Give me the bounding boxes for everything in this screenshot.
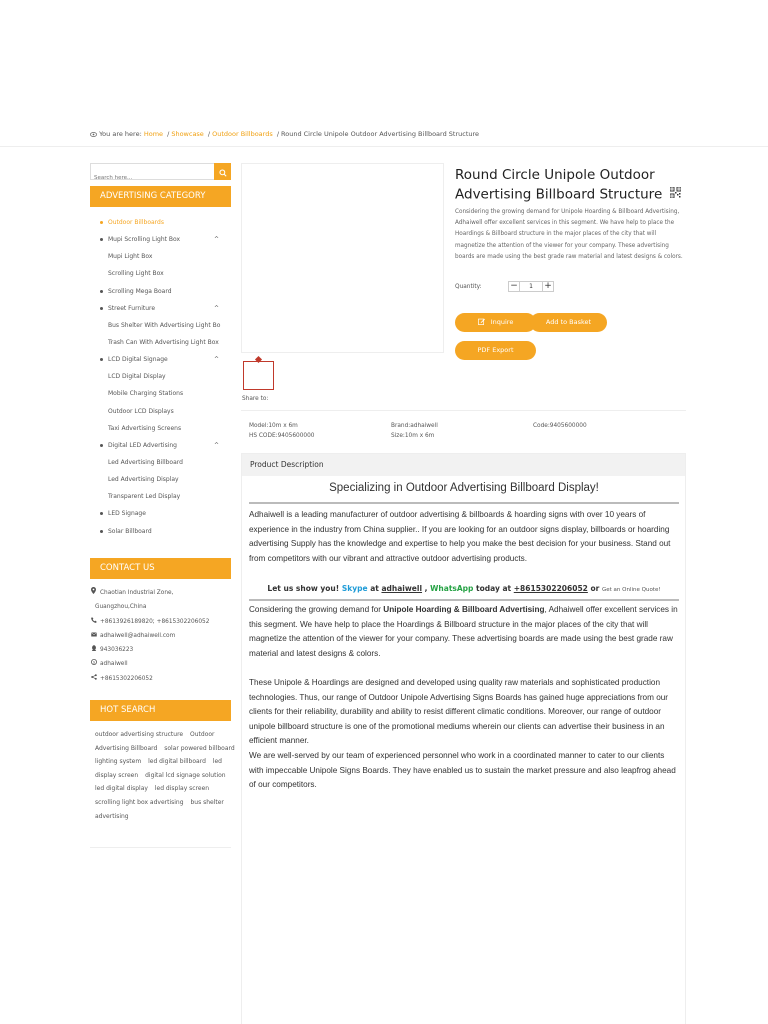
bullet-icon	[100, 221, 103, 224]
contact-address-line2: Guangzhou,China	[95, 604, 147, 611]
bullet-icon	[100, 512, 103, 515]
eye-icon	[90, 130, 99, 138]
chevron-up-icon[interactable]: ^	[213, 441, 219, 449]
sidebar-category-item[interactable]	[90, 488, 231, 505]
spec-code: Code:9405600000	[533, 423, 587, 429]
cta-phone-link[interactable]: +8615302206052	[513, 584, 588, 593]
chevron-up-icon[interactable]: ^	[213, 304, 219, 312]
envelope-icon	[91, 629, 97, 643]
hot-search-link[interactable]: Outdoor Advertising Billboard	[95, 731, 215, 752]
breadcrumb-showcase[interactable]: Showcase	[171, 130, 204, 138]
contact-whatsapp[interactable]: +8615302206052	[90, 672, 231, 686]
edit-icon	[478, 318, 487, 326]
bullet-icon	[100, 307, 103, 310]
sidebar-divider	[90, 847, 231, 848]
location-icon	[91, 586, 96, 600]
hot-search-link[interactable]: led display screen	[154, 785, 210, 793]
spec-model: Model:10m x 6m	[249, 423, 298, 429]
sidebar-category-item[interactable]	[90, 437, 231, 454]
quantity-input[interactable]: 1	[520, 281, 542, 292]
sidebar-category-label: Scrolling Mega Board	[108, 287, 172, 295]
sidebar-category-item[interactable]	[90, 283, 231, 300]
description-heading: Specializing in Outdoor Advertising Billboard Display!	[329, 482, 599, 494]
sidebar-category-item[interactable]	[90, 334, 231, 351]
sidebar-category-item[interactable]	[90, 248, 231, 265]
search-input[interactable]	[91, 171, 215, 186]
sidebar-category-label: Trash Can With Advertising Light Box	[108, 338, 219, 346]
spec-brand: Brand:adhaiwell	[391, 423, 438, 429]
sidebar-category-label: Taxi Advertising Screens	[108, 424, 182, 432]
sidebar-category-item[interactable]	[90, 300, 231, 317]
sidebar-category-label: LED Signage	[108, 510, 146, 518]
sidebar-category-label: LCD Digital Signage	[108, 356, 168, 364]
spec-hs-code: HS CODE:9405600000	[249, 433, 315, 439]
sidebar-category-item[interactable]	[90, 214, 231, 231]
sidebar-category-item[interactable]	[90, 351, 231, 368]
spec-size: Size:10m x 6m	[391, 433, 435, 439]
product-thumbnail[interactable]	[243, 361, 274, 390]
skype-icon	[91, 657, 97, 671]
hot-search-link[interactable]: solar powered billboard lighting system	[95, 744, 235, 766]
description-paragraph-1: Considering the growing demand for Unipole Hoarding & Billboard Advertising, Adhaiwell offer excellent services in this segment. We have help to place the Hoardings & Billboard structure in the major places of the city that will magnetize the attention of the viewer for your company. These advertising boards are made using the best grade raw material and latest designs & colors.	[249, 605, 678, 658]
contact-qq[interactable]: 943036223	[90, 643, 231, 657]
search-button[interactable]	[214, 163, 231, 180]
sidebar-category-item[interactable]	[90, 317, 231, 334]
sidebar-category-item[interactable]	[90, 471, 231, 488]
hot-search-link[interactable]: led digital billboard	[148, 758, 206, 766]
bullet-icon	[100, 290, 103, 293]
inquire-button[interactable]: Inquire	[455, 313, 536, 332]
description-paragraph-2: These Unipole & Hoardings are designed and developed using quality raw materials and sophisticated production technologies. Thus, our range of Outdoor Unipole Advertising Signs Boards has gained huge appreciations from our clients for their reliability, durability and ability to resist different climatic conditions. Moreover, our range of outdoor unipole billboard structure is one of the promotional mediums wherein our clients can advertise their business in an efficient manner.	[249, 678, 669, 746]
hot-search-link[interactable]: digital lcd signage solution	[145, 771, 226, 779]
contact-email[interactable]: adhaiwell@adhaiwell.com	[90, 629, 231, 643]
sidebar-category-label: Bus Shelter With Advertising Light Bo	[108, 321, 221, 329]
description-paragraph-3: We are well-served by our team of experienced personnel who work in a coordinated manner to cater to our clients with impeccable Unipole Signs Boards. They have enabled us to sustain the market pressure and also leapfrog ahead of our competitors.	[249, 751, 676, 790]
quantity-decrement-button[interactable]: −	[508, 281, 520, 292]
quantity-stepper	[508, 281, 554, 292]
description-intro: Adhaiwell is a leading manufacturer of outdoor advertising & billboards & hoarding signs with over 10 years of experience in the industry from China supplier.. If you are looking for an outdoor signs display, billboards or hoarding advertising Supply has the knowledge and expertise to help you make the best decision for your business. Stand out from competitors with our vibrant and attractive outdoor advertising products.	[249, 510, 671, 563]
category-heading: ADVERTISING CATEGORY	[90, 186, 231, 207]
chevron-up-icon[interactable]: ^	[213, 356, 219, 364]
share-icon	[91, 672, 97, 686]
sidebar-category-label: Mupi Scrolling Light Box	[108, 236, 181, 244]
breadcrumb-separator: /	[207, 130, 211, 138]
qr-code-icon[interactable]	[670, 185, 681, 204]
heading-divider	[249, 502, 679, 504]
sidebar-category-label: LCD Digital Display	[108, 373, 166, 381]
sidebar-category-label: Mupi Light Box	[108, 253, 153, 261]
search-icon	[219, 162, 227, 181]
pdf-export-button[interactable]: PDF Export	[455, 341, 536, 360]
hot-search-link[interactable]: led digital display	[95, 785, 148, 793]
qq-icon	[91, 643, 97, 657]
bullet-icon	[100, 530, 103, 533]
svg-text:S: S	[92, 659, 96, 665]
sidebar-category-item[interactable]	[90, 231, 231, 248]
sidebar-category-label: Led Advertising Billboard	[108, 458, 183, 466]
breadcrumb-current: Round Circle Unipole Outdoor Advertising Billboard Structure	[281, 130, 480, 138]
cta-skype-link[interactable]: adhaiwell	[381, 584, 423, 593]
bullet-icon	[100, 358, 103, 361]
sidebar-category-item[interactable]	[90, 368, 231, 385]
hot-search-heading: HOT SEARCH	[90, 700, 231, 721]
sidebar-category-label: Transparent Led Display	[108, 493, 181, 501]
category-list	[90, 214, 231, 540]
cta-whatsapp-label: WhatsApp	[430, 584, 474, 593]
contact-list	[90, 586, 231, 686]
product-summary: Considering the growing demand for Unipole Hoarding & Billboard Advertising, Adhaiwell offer excellent services in this segment. We have help to place the Hoardings & Billboard structure in the major places of the city that will magnetize the attention of the viewer for your company. These advertising boards are made using the best grade raw material and latest designs & colors.	[455, 209, 683, 260]
breadcrumb-separator: /	[167, 130, 170, 138]
hot-search-link[interactable]: led display screen	[95, 758, 222, 779]
quantity-label: Quantity:	[455, 284, 482, 290]
product-title: Round Circle Unipole Outdoor Advertising Billboard Structure	[455, 166, 695, 203]
sidebar-category-item[interactable]	[90, 385, 231, 402]
breadcrumb-prefix: You are here:	[99, 130, 142, 138]
breadcrumb	[90, 130, 479, 138]
contact-heading: CONTACT US	[90, 558, 231, 579]
contact-call-to-action: Let us show you! Skype at adhaiwell , WhatsApp today at +8615302206052 or Get an Online Quote!	[267, 584, 661, 593]
product-image-viewer[interactable]	[241, 163, 444, 353]
sidebar-category-label: Mobile Charging Stations	[108, 390, 184, 398]
tab-product-description[interactable]: Product Description	[242, 454, 685, 476]
sidebar-category-item[interactable]	[90, 403, 231, 420]
sidebar-category-item[interactable]	[90, 523, 231, 540]
contact-address: Chaotian Industrial Zone,	[90, 586, 231, 600]
breadcrumb-separator: /	[276, 130, 280, 138]
specs-divider	[241, 410, 686, 411]
cta-divider	[249, 599, 679, 601]
sidebar-category-label: Outdoor LCD Displays	[108, 407, 174, 415]
sidebar-category-item[interactable]	[90, 454, 231, 471]
hot-search-list	[95, 728, 235, 823]
sidebar-category-label: Led Advertising Display	[108, 476, 179, 484]
breadcrumb-category[interactable]: Outdoor Billboards	[212, 130, 273, 138]
sidebar-category-label: Street Furniture	[108, 304, 156, 312]
contact-skype[interactable]: S adhaiwell	[90, 657, 231, 671]
breadcrumb-home[interactable]: Home	[143, 130, 164, 138]
sidebar-category-item[interactable]	[90, 265, 231, 282]
hot-search-link[interactable]: outdoor advertising structure	[95, 731, 184, 738]
cta-quote-link[interactable]: Get an Online Quote!	[601, 587, 661, 593]
sidebar-category-label: Scrolling Light Box	[108, 270, 164, 278]
header-divider	[0, 146, 768, 147]
sidebar-category-item[interactable]	[90, 420, 231, 437]
share-label: Share to:	[242, 396, 269, 402]
bullet-icon	[100, 444, 103, 447]
add-to-basket-button[interactable]: Add to Basket	[530, 313, 607, 332]
quantity-increment-button[interactable]: +	[542, 281, 554, 292]
cta-skype-label: Skype	[341, 584, 368, 593]
sidebar-category-item[interactable]	[90, 505, 231, 522]
phone-icon	[91, 615, 97, 629]
chevron-up-icon[interactable]: ^	[213, 236, 219, 244]
sidebar-category-label: Solar Billboard	[108, 527, 152, 535]
sidebar-category-label: Outdoor Billboards	[108, 219, 164, 226]
search-box	[90, 163, 231, 180]
hot-search-link[interactable]: scrolling light box advertising	[95, 798, 184, 806]
contact-phone[interactable]: +8613926189820; +8615302206052	[90, 615, 231, 629]
sidebar-category-label: Digital LED Advertising	[108, 441, 177, 449]
hot-search-link[interactable]: bus shelter advertising	[95, 798, 224, 820]
bullet-icon	[100, 238, 103, 241]
